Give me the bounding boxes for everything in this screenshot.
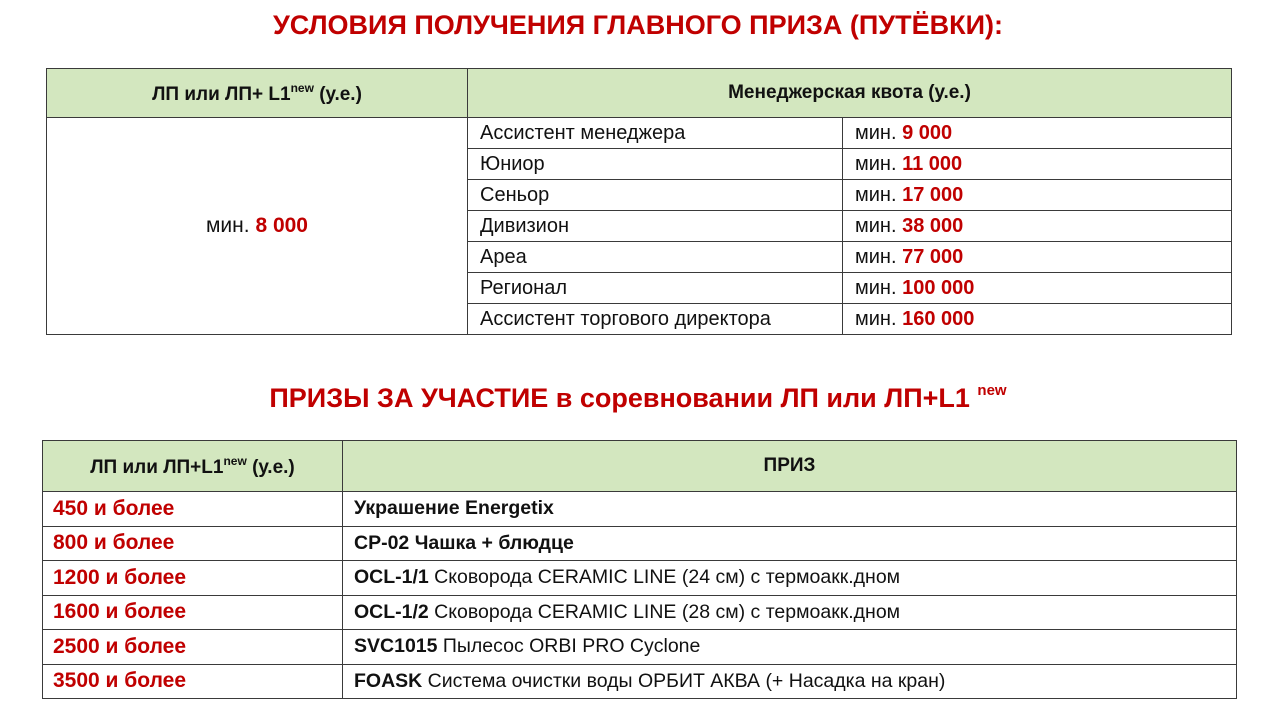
threshold-cell: 450 и более	[43, 492, 343, 527]
quota-prefix: мин.	[855, 307, 897, 330]
quota-prefix: мин.	[855, 152, 897, 175]
threshold-cell: 1600 и более	[43, 595, 343, 630]
main-prize-table	[46, 68, 1232, 335]
role-cell: Дивизион	[468, 211, 843, 242]
prize-row	[43, 664, 1237, 699]
prize-cell	[343, 492, 1237, 527]
prize-code: OCL-1/2	[354, 600, 429, 623]
role-cell: Ареа	[468, 242, 843, 273]
threshold-cell: 1200 и более	[43, 561, 343, 596]
lp-min-value: 8 000	[255, 214, 308, 237]
quota-prefix: мин.	[855, 276, 897, 299]
prize-description: Система очистки воды ОРБИТ АКВА (+ Насадка на кран)	[422, 669, 946, 692]
header-lp-unit: (у.е.)	[319, 83, 362, 105]
header-threshold-unit: (у.е.)	[252, 456, 295, 478]
role-cell: Ассистент менеджера	[468, 118, 843, 149]
header-threshold-sup: new	[223, 453, 247, 468]
prize-cell	[343, 664, 1237, 699]
quota-prefix: мин.	[855, 121, 897, 144]
header-quota: Менеджерская квота (у.е.)	[468, 69, 1232, 118]
quota-cell	[843, 118, 1232, 149]
prize-description: Пылесос ORBI PRO Cyclone	[437, 635, 701, 658]
prize-cell	[343, 630, 1237, 665]
threshold-cell: 3500 и более	[43, 664, 343, 699]
prize-code: FOASK	[354, 669, 423, 692]
prize-row	[43, 492, 1237, 527]
prize-row	[43, 526, 1237, 561]
threshold-cell: 800 и более	[43, 526, 343, 561]
quota-prefix: мин.	[855, 214, 897, 237]
role-cell: Юниор	[468, 149, 843, 180]
participation-header-row	[43, 441, 1237, 492]
header-prize: ПРИЗ	[343, 441, 1237, 492]
prize-description: Сковорода CERAMIC LINE (24 см) с термоакк.дном	[428, 566, 901, 589]
quota-value: 9 000	[902, 121, 953, 144]
participation-prizes-table	[42, 440, 1237, 699]
quota-cell	[843, 304, 1232, 335]
prize-cell	[343, 561, 1237, 596]
prize-row	[43, 630, 1237, 665]
main-prize-header-row	[47, 69, 1232, 118]
quota-cell	[843, 180, 1232, 211]
quota-value: 17 000	[902, 183, 964, 206]
lp-min-cell	[47, 118, 468, 335]
participation-title-text: ПРИЗЫ ЗА УЧАСТИЕ в соревновании ЛП или ЛП+L1	[269, 383, 970, 413]
prize-code: Украшение Energetix	[354, 497, 554, 520]
role-cell: Сеньор	[468, 180, 843, 211]
header-lp-label: ЛП или ЛП+ L1	[152, 83, 291, 105]
quota-value: 11 000	[902, 152, 963, 175]
participation-title-sup: new	[977, 382, 1007, 399]
header-lp	[47, 69, 468, 118]
role-cell: Ассистент торгового директора	[468, 304, 843, 335]
prize-cell	[343, 595, 1237, 630]
quota-prefix: мин.	[855, 245, 897, 268]
quota-prefix: мин.	[855, 183, 897, 206]
threshold-cell: 2500 и более	[43, 630, 343, 665]
participation-prizes-title	[0, 382, 1276, 414]
lp-min-prefix: мин.	[205, 214, 250, 237]
header-threshold	[43, 441, 343, 492]
prize-code: CP-02 Чашка + блюдце	[354, 531, 574, 554]
quota-value: 160 000	[902, 307, 975, 330]
prize-row	[43, 595, 1237, 630]
quota-value: 38 000	[902, 214, 964, 237]
header-threshold-label: ЛП или ЛП+L1	[90, 456, 224, 478]
header-lp-sup: new	[290, 80, 314, 95]
quota-row	[47, 118, 1232, 149]
quota-value: 100 000	[902, 276, 975, 299]
quota-cell	[843, 242, 1232, 273]
quota-cell	[843, 273, 1232, 304]
prize-code: OCL-1/1	[354, 566, 429, 589]
quota-cell	[843, 149, 1232, 180]
prize-row	[43, 561, 1237, 596]
prize-cell	[343, 526, 1237, 561]
main-prize-title: УСЛОВИЯ ПОЛУЧЕНИЯ ГЛАВНОГО ПРИЗА (ПУТЁВКИ):	[272, 10, 1004, 40]
quota-value: 77 000	[902, 245, 964, 268]
prize-description: Сковорода CERAMIC LINE (28 см) с термоакк.дном	[428, 600, 901, 623]
quota-cell	[843, 211, 1232, 242]
prize-code: SVC1015	[354, 635, 438, 658]
role-cell: Регионал	[468, 273, 843, 304]
